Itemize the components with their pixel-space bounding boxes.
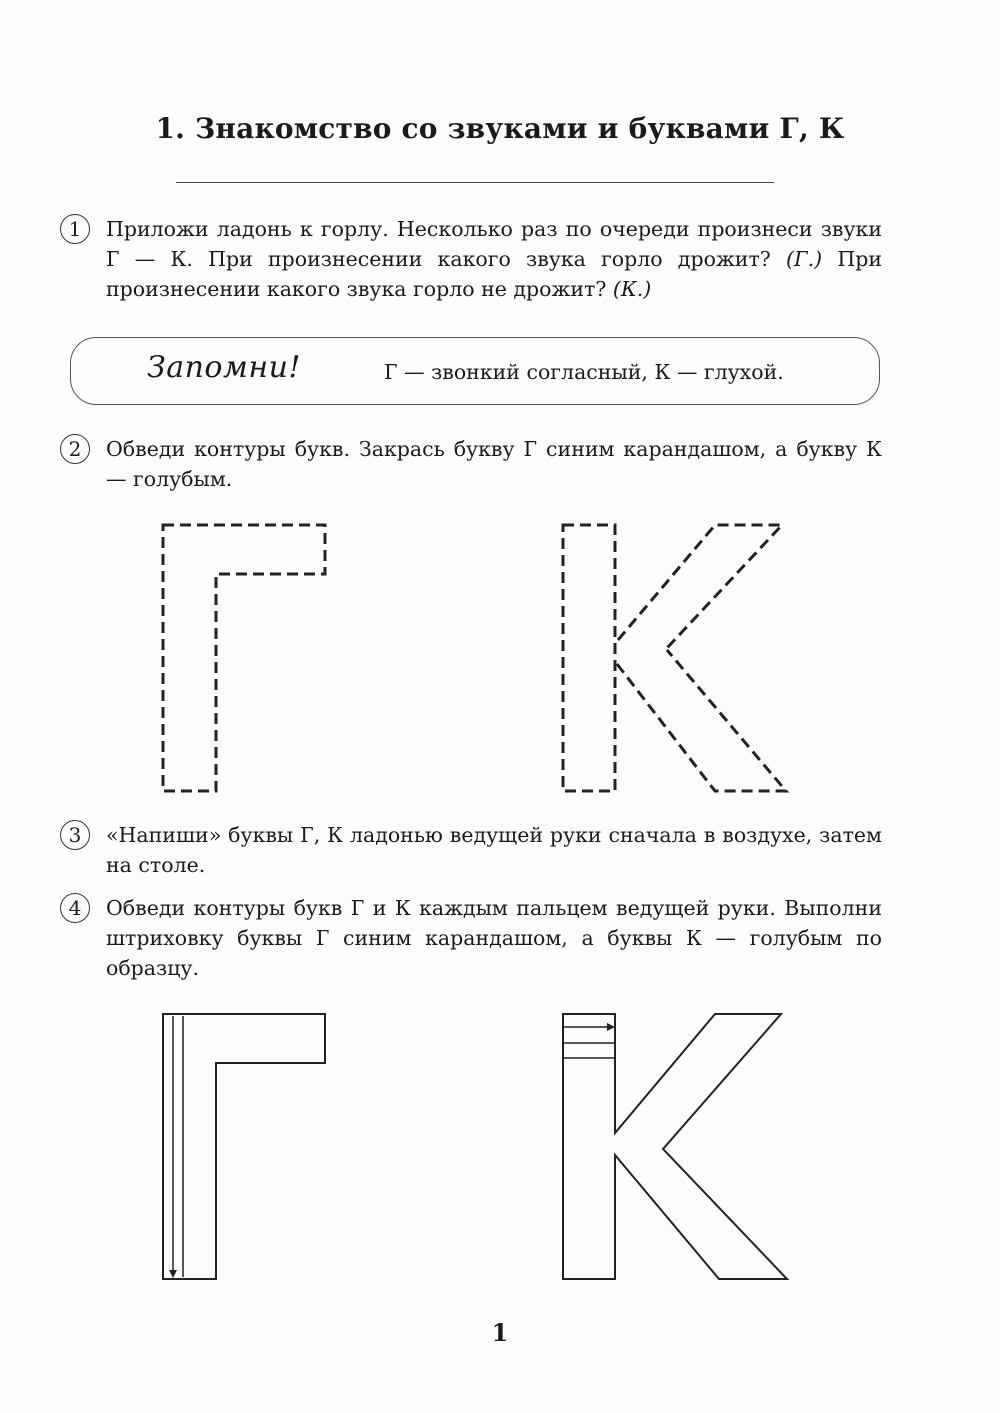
task-1-answer-1: (Г.): [786, 247, 823, 271]
task-2-text: Обведи контуры букв. Закрась букву Г синим карандашом, а букву К — голубым.: [106, 437, 882, 491]
task-number-1: 1: [60, 214, 90, 244]
task-1-answer-2: (К.): [612, 277, 652, 301]
task-1-question: Приложи ладонь к горлу. Несколько раз по очереди произнеси звуки Г — К. При произнесении какого звука горло дрожит?: [106, 217, 882, 271]
remember-title: Запомни!: [147, 350, 301, 385]
task-number-4: 4: [60, 893, 90, 923]
remember-rule: Г — звонкий согласный, К — глухой.: [384, 360, 784, 384]
page-title: 1. Знакомство со звуками и буквами Г, К: [155, 112, 845, 145]
task-number-2: 2: [60, 434, 90, 464]
task-4-text: Обведи контуры букв Г и К каждым пальцем ведущей руки. Выполни штриховку буквы Г синим карандашом, а буквы К — голубым по образцу.: [106, 896, 882, 980]
page-number: 1: [491, 1318, 509, 1347]
solid-letter-g: [163, 1014, 325, 1279]
solid-letter-k: [563, 1014, 787, 1279]
task-number-3: 3: [60, 820, 90, 850]
task-3-text: «Напиши» буквы Г, К ладонью ведущей руки сначала в воздухе, затем на столе.: [106, 823, 882, 877]
task-1-question-2: При произнесении какого звука горло не дрожит?: [106, 247, 882, 301]
